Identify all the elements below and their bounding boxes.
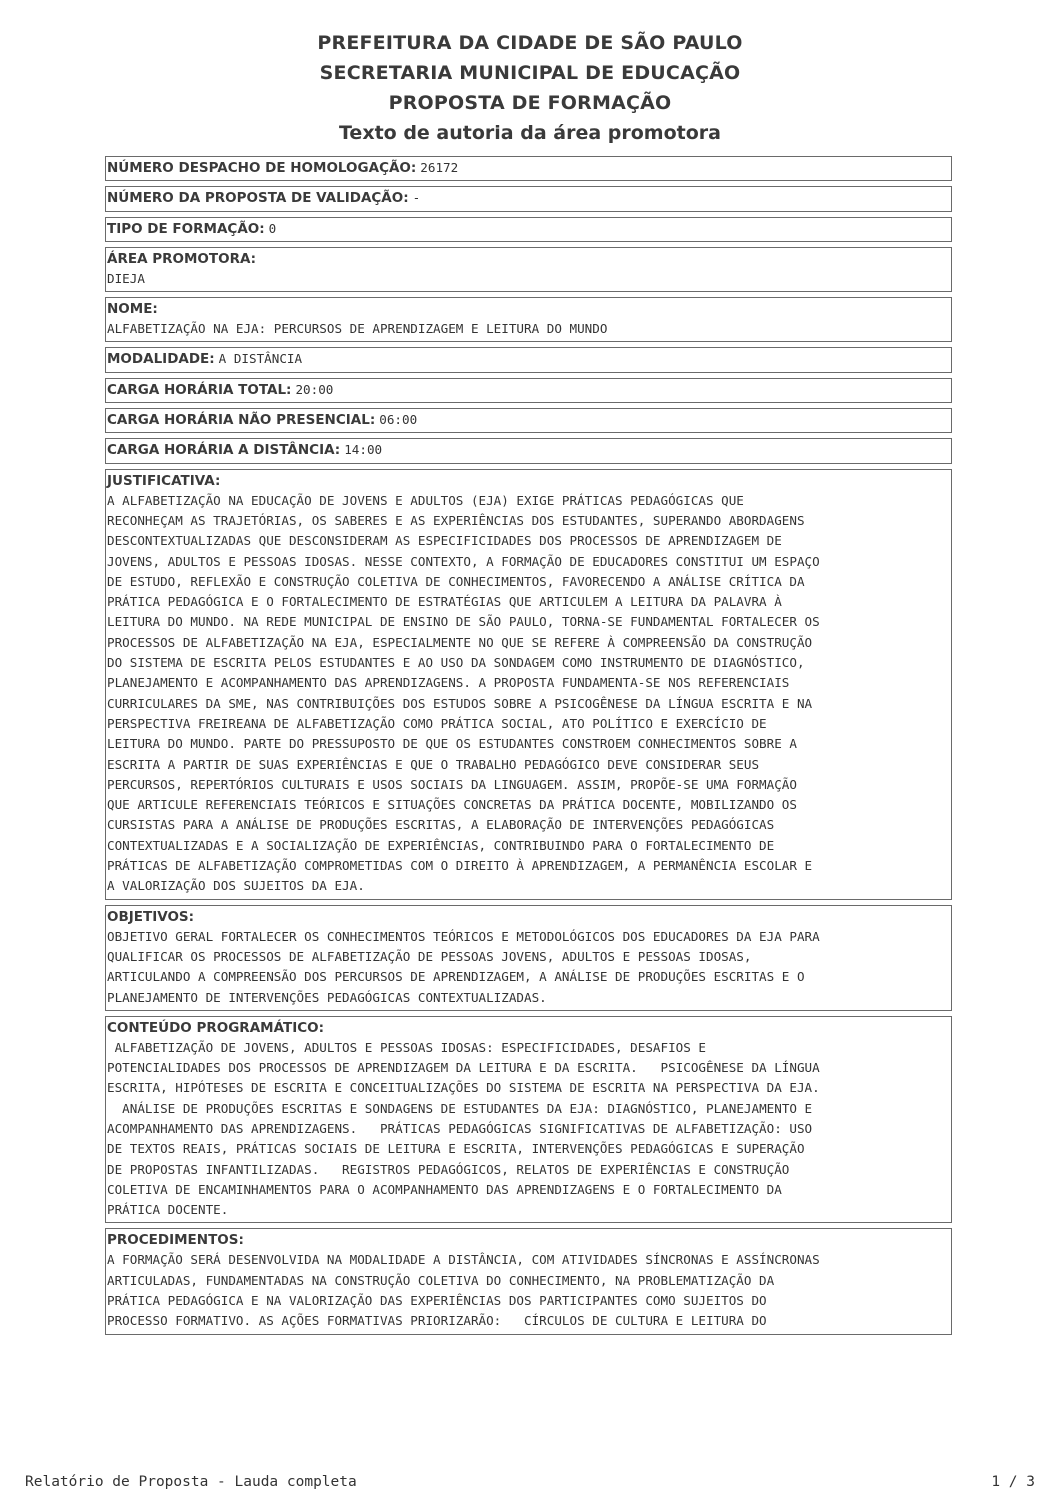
field-value: 20:00 — [295, 381, 334, 397]
field-tipo — [105, 217, 952, 242]
field-value: DIEJA — [107, 270, 145, 286]
footer-report-title: Relatório de Proposta - Lauda completa — [25, 1474, 357, 1490]
field-value: - — [412, 190, 421, 206]
proposal-fields — [105, 156, 952, 1340]
field-value: A FORMAÇÃO SERÁ DESENVOLVIDA NA MODALIDADE A DISTÂNCIA, COM ATIVIDADES SÍNCRONAS E ASSÍNCRONAS ARTICULADAS, FUNDAMENTADAS NA CONSTRUÇÃO COLETIVA DO CONHECIMENTO, NA PROBLEMATIZAÇÃO DA PRÁTICA PEDAGÓGICA E NA VALORIZAÇÃO DAS EXPERIÊNCIAS DOS PARTICIPANTES COMO SUJEITOS DO PROCESSO FORMATIVO. AS AÇÕES FORMATIVAS PRIORIZARÃO: CÍRCULOS DE CULTURA E LEITURA DO — [107, 1252, 820, 1329]
field-modalidade — [105, 347, 952, 372]
field-carga-distancia — [105, 438, 952, 463]
field-value: 06:00 — [379, 412, 418, 428]
field-despacho — [105, 156, 952, 181]
field-objetivos — [105, 905, 952, 1011]
field-label: JUSTIFICATIVA: — [107, 472, 221, 489]
field-value: ALFABETIZAÇÃO DE JOVENS, ADULTOS E PESSOAS IDOSAS: ESPECIFICIDADES, DESAFIOS E POTENCIALIDADES DOS PROCESSOS DE APRENDIZAGEM DA LEITURA E DA ESCRITA. PSICOGÊNESE DA LÍNGUA ESCRITA, HIPÓTESES DE ESCRITA E CONCEITUALIZAÇÕES DO SISTEMA DE ESCRITA NA PERSPECTIVA DA EJA. ANÁLISE DE PRODUÇÕES ESCRITAS E SONDAGENS DE ESTUDANTES DA EJA: DIAGNÓSTICO, PLANEJAMENTO E ACOMPANHAMENTO DAS APRENDIZAGENS. PRÁTICAS PEDAGÓGICAS SIGNIFICATIVAS DE ALFABETIZAÇÃO: USO DE TEXTOS REAIS, PRÁTICAS SOCIAIS DE LEITURA E ESCRITA, INTERVENÇÕES PEDAGÓGICAS E SUPERAÇÃO DE PROPOSTAS INFANTILIZADAS. REGISTROS PEDAGÓGICOS, RELATOS DE EXPERIÊNCIAS E CONSTRUÇÃO COLETIVA DE ENCAMINHAMENTOS PARA O ACOMPANHAMENTO DAS APRENDIZAGENS E O FORTALECIMENTO DA PRÁTICA DOCENTE. — [107, 1039, 820, 1218]
field-carga-total — [105, 378, 952, 403]
field-validacao — [105, 186, 952, 211]
field-value: OBJETIVO GERAL FORTALECER OS CONHECIMENTOS TEÓRICOS E METODOLÓGICOS DOS EDUCADORES DA EJA PARA QUALIFICAR OS PROCESSOS DE ALFABETIZAÇÃO DE PESSOAS JOVENS, ADULTOS E PESSOAS IDOSAS, ARTICULANDO A COMPREENSÃO DOS PERCURSOS DE APRENDIZAGEM, A ANÁLISE DE PRODUÇÕES ESCRITAS E O PLANEJAMENTO DE INTERVENÇÕES PEDAGÓGICAS CONTEXTUALIZADAS. — [107, 928, 820, 1005]
field-label: OBJETIVOS: — [107, 908, 195, 925]
field-carga-nao-presencial — [105, 408, 952, 433]
field-value: 14:00 — [344, 442, 383, 458]
header-prefeitura: PREFEITURA DA CIDADE DE SÃO PAULO — [317, 32, 743, 54]
field-label: CARGA HORÁRIA A DISTÂNCIA: — [107, 442, 341, 459]
field-label: NÚMERO DESPACHO DE HOMOLOGAÇÃO: — [107, 160, 417, 176]
document-header — [0, 28, 1060, 148]
field-label: CARGA HORÁRIA TOTAL: — [107, 381, 292, 398]
field-value: A DISTÂNCIA — [218, 351, 303, 367]
header-secretaria: SECRETARIA MUNICIPAL DE EDUCAÇÃO — [319, 62, 741, 84]
field-justificativa — [105, 469, 952, 900]
field-label: TIPO DE FORMAÇÃO: — [107, 220, 265, 237]
field-label: CARGA HORÁRIA NÃO PRESENCIAL: — [107, 412, 376, 429]
header-subtitle: Texto de autoria da área promotora — [339, 122, 721, 144]
field-value: 0 — [268, 220, 277, 236]
field-value: A ALFABETIZAÇÃO NA EDUCAÇÃO DE JOVENS E ADULTOS (EJA) EXIGE PRÁTICAS PEDAGÓGICAS QUE RECONHEÇAM AS TRAJETÓRIAS, OS SABERES E AS EXPERIÊNCIAS DOS ESTUDANTES, SUPERANDO ABORDAGENS DESCONTEXTUALIZADAS QUE DESCONSIDERAM AS ESPECIFICIDADES DOS PROCESSOS DE APRENDIZAGEM DE JOVENS, ADULTOS E PESSOAS IDOSAS. NESSE CONTEXTO, A FORMAÇÃO DE EDUCADORES CONSTITUI UM ESPAÇO DE ESTUDO, REFLEXÃO E CONSTRUÇÃO COLETIVA DE CONHECIMENTOS, FAVORECENDO A ANÁLISE CRÍTICA DA PRÁTICA PEDAGÓGICA E O FORTALECIMENTO DE ESTRATÉGIAS QUE ARTICULEM A LEITURA DA PALAVRA À LEITURA DO MUNDO. NA REDE MUNICIPAL DE ENSINO DE SÃO PAULO, TORNA-SE FUNDAMENTAL FORTALECER OS PROCESSOS DE ALFABETIZAÇÃO NA EJA, ESPECIALMENTE NO QUE SE REFERE À COMPREENSÃO DA CONSTRUÇÃO DO SISTEMA DE ESCRITA PELOS ESTUDANTES E AO USO DA SONDAGEM COMO INSTRUMENTO DE DIAGNÓSTICO, PLANEJAMENTO E ACOMPANHAMENTO DAS APRENDIZAGENS. A PROPOSTA FUNDAMENTA-SE NOS REFERENCIAIS CURRICULARES DA SME, NAS CONTRIBUIÇÕES DOS ESTUDOS SOBRE A PSICOGÊNESE DA LÍNGUA ESCRITA E NA PERSPECTIVA FREIREANA DE ALFABETIZAÇÃO COMO PRÁTICA SOCIAL, ATO POLÍTICO E EXERCÍCIO DE LEITURA DO MUNDO. PARTE DO PRESSUPOSTO DE QUE OS ESTUDANTES CONSTROEM CONHECIMENTOS SOBRE A ESCRITA A PARTIR DE SUAS EXPERIÊNCIAS E QUE O TRABALHO PEDAGÓGICO DEVE CONSIDERAR SEUS PERCURSOS, REPERTÓRIOS CULTURAIS E USOS SOCIAIS DA LINGUAGEM. ASSIM, PROPÕE-SE UMA FORMAÇÃO QUE ARTICULE REFERENCIAIS TEÓRICOS E SITUAÇÕES CONCRETAS DA PRÁTICA DOCENTE, MOBILIZANDO OS CURSISTAS PARA A ANÁLISE DE PRODUÇÕES ESCRITAS, A ELABORAÇÃO DE INTERVENÇÕES PEDAGÓGICAS CONTEXTUALIZADAS E A SOCIALIZAÇÃO DE EXPERIÊNCIAS, CONTRIBUINDO PARA O FORTALECIMENTO DE PRÁTICAS DE ALFABETIZAÇÃO COMPROMETIDAS COM O DIREITO À APRENDIZAGEM, A PERMANÊNCIA ESCOLAR E A VALORIZAÇÃO DOS SUJEITOS DA EJA. — [107, 492, 820, 894]
field-label: NOME: — [107, 301, 158, 318]
page-number: 1 / 3 — [991, 1474, 1035, 1490]
field-value: ALFABETIZAÇÃO NA EJA: PERCURSOS DE APRENDIZAGEM E LEITURA DO MUNDO — [107, 321, 608, 337]
header-proposta: PROPOSTA DE FORMAÇÃO — [388, 92, 672, 114]
field-procedimentos — [105, 1228, 952, 1334]
field-conteudo-programatico — [105, 1016, 952, 1224]
field-label: MODALIDADE: — [107, 351, 215, 368]
field-label: ÁREA PROMOTORA: — [107, 250, 257, 267]
field-label: PROCEDIMENTOS: — [107, 1232, 244, 1249]
field-label: NÚMERO DA PROPOSTA DE VALIDAÇÃO: — [107, 190, 409, 207]
field-nome — [105, 297, 952, 342]
field-value: 26172 — [420, 160, 459, 175]
field-area-promotora — [105, 247, 952, 292]
field-label: CONTEÚDO PROGRAMÁTICO: — [107, 1019, 324, 1036]
